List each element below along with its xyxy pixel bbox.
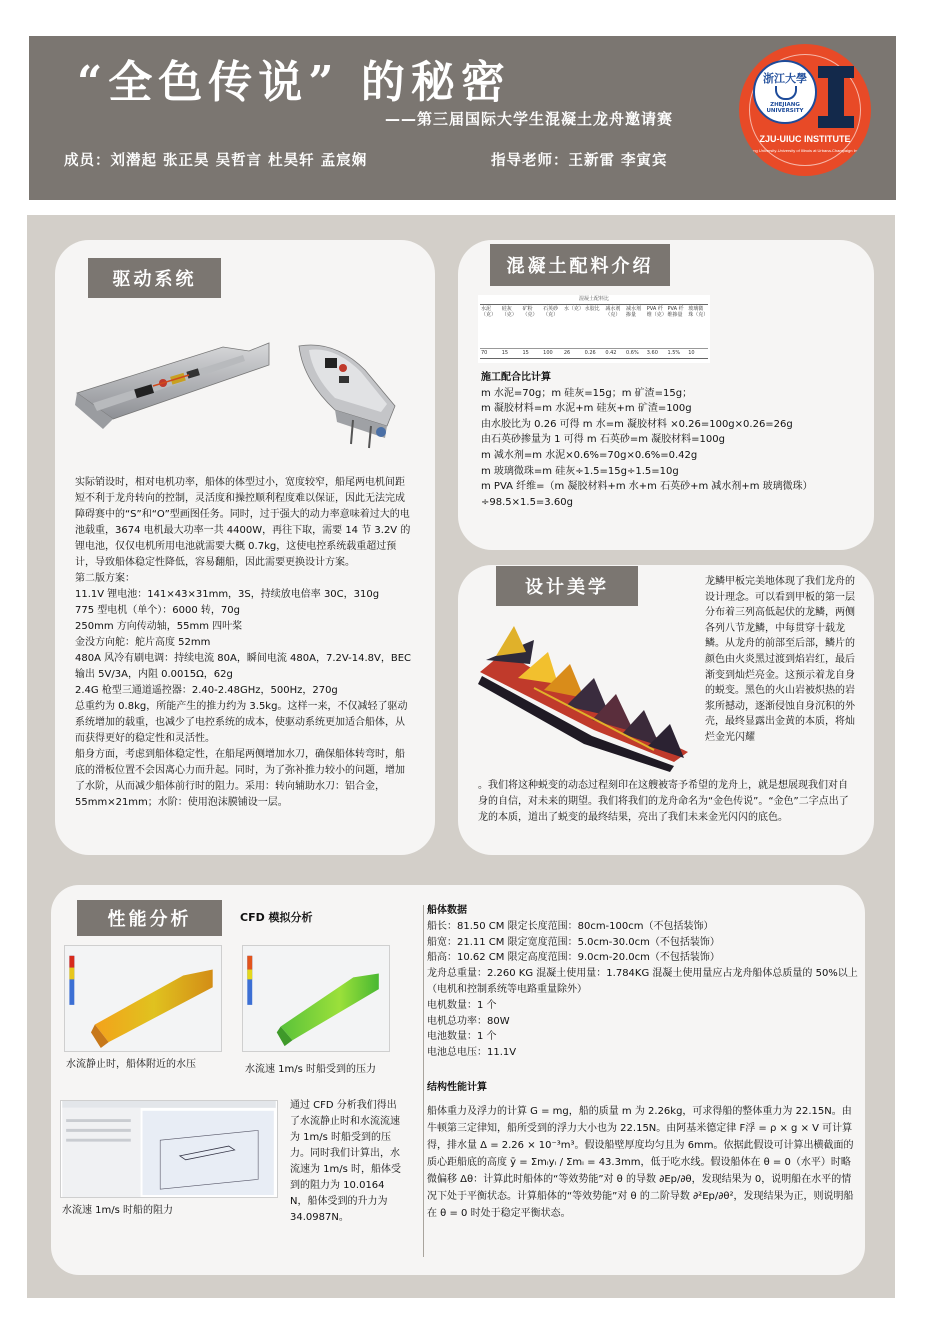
team-members: 成员：刘潜起 张正昊 吴哲言 杜昊轩 孟宸娴 [64, 153, 368, 169]
zju-uiuc-logo [739, 44, 871, 176]
poster-header [29, 36, 896, 200]
calc-line: 由水胶比为 0.26 可得 m 水=m 凝胶材料 ×0.26=100g×0.26=26g [481, 418, 793, 430]
concrete-calc [481, 370, 876, 510]
table-cell: 10 [687, 349, 708, 359]
table-header-cell: 水（克） [563, 305, 584, 349]
table-cell: 100 [542, 349, 563, 359]
drive-para-3: 船身方面，考虑到船体稳定性，在船尾两侧增加水刀，确保船体转弯时，船底的滑板位置不会因离心力而升起。同时，为了弥补推力较小的问题，增加了水阶，从而减少船体前行时的阻力。采用：转向辅助水刀：铝合金，55mm×21mm；水阶：使用泡沫膜铺设一层。 [75, 749, 405, 808]
hull-line: 船宽：21.11 CM 限定宽度范围：5.0cm-30.0cm（不包括装饰） [427, 936, 720, 948]
drive-spec: 480A 风冷有刷电调：持续电流 80A，瞬间电流 480A，7.2V-14.8V，BEC 输出 5V/3A，内阻 0.0015Ω，62g [75, 653, 411, 680]
table-header-cell: 减水剂掺量 [625, 305, 646, 349]
illinois-i-icon [818, 66, 854, 128]
institute-subname: Zhejiang University-University of Illinois at Urbana-Champaign Institute [742, 148, 868, 153]
cfd-pressure-static-image [64, 945, 222, 1052]
poster-subtitle: ——第三届国际大学生混凝土龙舟邀请赛 [385, 110, 674, 128]
dragon-boat-image [474, 612, 694, 772]
cfd-caption-1: 水流静止时，船体附近的水压 [66, 1059, 196, 1070]
mix-ratio-table [478, 295, 710, 363]
table-header-row [480, 305, 708, 349]
calc-line: m 凝胶材料=m 水泥+m 硅灰+m 矿渣=100g [481, 403, 692, 415]
drive-spec: 250mm 方向传动轴，55mm 四叶桨 [75, 621, 243, 632]
concrete-title: 混凝土配料介绍 [490, 244, 670, 286]
hull-data [427, 903, 859, 1061]
section-divider [423, 905, 424, 1257]
mix-table [480, 304, 708, 359]
calc-title: 施工配合比计算 [481, 372, 551, 383]
cfd-pressure-flow-image [242, 945, 390, 1052]
poster-title: “全色传说” 的秘密 [77, 57, 511, 108]
seal-text: 浙江大學 [763, 72, 807, 85]
table-cell: 70 [480, 349, 501, 359]
hull-line: 电机总功率：80W [427, 1015, 510, 1027]
table-header-cell: 减水剂（克） [604, 305, 625, 349]
hull-line: 电机数量：1 个 [427, 999, 497, 1011]
advisors: 指导老师：王新雷 李寅宾 [491, 153, 668, 169]
calc-line: m 水泥=70g；m 硅灰=15g；m 矿渣=15g； [481, 387, 693, 399]
table-row [480, 349, 708, 359]
cfd-label: CFD 模拟分析 [240, 911, 313, 924]
cfd-text: 通过 CFD 分析我们得出了水流静止时和水流流速为 1m/s 时船受到的压力。同时我们计算出，水流速为 1m/s 时，船体受到的阻力为 10.0164 N，船体受到的升力为 34.0987N。 [290, 1100, 402, 1223]
hull-data-title: 船体数据 [427, 905, 467, 916]
cfd-caption-3: 水流速 1m/s 时船的阻力 [62, 1205, 174, 1216]
table-header-cell: PVA 纤维（克） [646, 305, 667, 349]
table-cell: 26 [563, 349, 584, 359]
drive-v2-title: 第二版方案： [75, 573, 135, 584]
hull-line: 船高：10.62 CM 限定高度范围：9.0cm-20.0cm（不包括装饰） [427, 952, 720, 964]
table-header-cell: 水泥（克） [480, 305, 501, 349]
catamaran-image [73, 335, 273, 435]
struct-title: 结构性能计算 [427, 1082, 487, 1093]
calc-line: 由石英砂掺量为 1 可得 m 石英砂=m 凝胶材料=100g [481, 434, 725, 446]
drive-spec: 11.1V 锂电池：141×43×31mm，3S，持续放电倍率 30C，310g [75, 589, 380, 600]
table-caption: 混凝土配料比 [578, 296, 609, 302]
seal-mark-icon [775, 86, 797, 100]
performance-title: 性能分析 [77, 900, 222, 936]
drive-para-1: 实际销设时，相对电机功率，船体的体型过小，宽度较窄，船尾两电机间距短不利于龙舟转向的控制，灵活度和操控顺利程度难以保证，因此无法完成障碍赛中的“S”和“O”型画图任务。同时，过于强大的动力率意味着过大的电池载重，3674 电机最大功率一共 4400W，再往下取，需要 14 节 3.2V 的锂电池，仅仅电机所用电池就需要大概 0.7kg，这使电控系统载重超过预计，导致船体稳定性降低，容易翻船，因此需要更换设计方案。 [75, 477, 411, 568]
design-bottom-text: 。我们将这种蜕变的动态过程刻印在这艘被寄予希望的龙舟上，就是想展现我们对自身的自信，对未来的期望。我们将我们的龙舟命名为“金色传说”。“金色”二字点出了龙的本质，道出了蜕变的最终结果，亮出了我们未来金光闪闪的底色。 [478, 780, 849, 823]
struct-text: 船体重力及浮力的计算 G = mg，船的质量 m 为 2.26kg，可求得船的整体重力为 22.15N。由牛顿第三定律知，船所受到的浮力大小也为 22.15N。由阿基米德定律 F浮 = ρ × g × V 可计算得，排水量 Δ = 2.26 × 10⁻³m³。假设船壁厚度均匀且为 6mm。依据此假设可计算出横截面的质心距船底的高度 ȳ = Σmᵢyᵢ / Σmᵢ = 43.3mm，低于吃水线。假设船体在 θ = 0（水平）时略微偏移 Δθ：计算此时船体的“等效势能”对 θ 的导数 ∂Ep/∂θ，发现结果为 0，说明船在水平的情况下处于平衡状态。计算船体的“等效势能”对 θ 的二阶导数 ∂²Ep/∂θ²，发现结果为正，则说明船在 θ = 0 时处于稳定平衡状态。 [427, 1106, 854, 1219]
calc-line: m PVA 纤维=（m 凝胶材料+m 水+m 石英砂+m 减水剂+m 玻璃微珠）÷98.5×1.5=3.60g [481, 481, 813, 508]
calc-line: m 减水剂=m 水泥×0.6%=70g×0.6%=0.42g [481, 449, 698, 461]
drive-spec: 金没方向舵：舵片高度 52mm [75, 637, 211, 648]
cfd-drag-image [60, 1100, 278, 1198]
table-cell: 3.60 [646, 349, 667, 359]
table-header-cell: 水胶比 [584, 305, 605, 349]
drive-system-title: 驱动系统 [88, 258, 221, 298]
drive-spec: 2.4G 枪型三通道遥控器：2.40-2.48GHz，500Hz，270g [75, 685, 338, 696]
table-header-cell: 玻璃微珠（克） [687, 305, 708, 349]
table-header-cell: PVA 纤维掺量 [666, 305, 687, 349]
hull-line: 龙舟总重量：2.260 KG 混凝土使用量：1.784KG 混凝土使用量应占龙舟船体总质量的 50%以上（电机和控制系统等电路重量除外） [427, 968, 858, 995]
hull-line: 电池数量：1 个 [427, 1031, 497, 1043]
hull-line: 船长：81.50 CM 限定长度范围：80cm-100cm（不包括装饰） [427, 920, 714, 932]
zju-seal-icon [753, 60, 817, 124]
calc-line: m 玻璃微珠=m 硅灰÷1.5=15g÷1.5=10g [481, 465, 679, 477]
drive-spec: 775 型电机（单个）：6000 转，70g [75, 605, 240, 616]
table-header-cell: 矿粉（克） [521, 305, 542, 349]
table-cell: 0.42 [604, 349, 625, 359]
table-header-cell: 石英砂（克） [542, 305, 563, 349]
hull-line: 电池总电压：11.1V [427, 1047, 517, 1059]
drive-para-2: 总重约为 0.8kg，所能产生的推力约为 3.5kg。这样一来，不仅减轻了驱动系统增加的载重，也减少了电控系统的成本，使驱动系统更加适合船体，从而获得更好的稳定性和灵活性。 [75, 701, 408, 744]
table-cell: 15 [501, 349, 522, 359]
table-cell: 0.6% [625, 349, 646, 359]
design-title: 设计美学 [496, 566, 638, 606]
design-side-text: 龙鳞甲板完美地体现了我们龙舟的设计理念。可以看到甲板的第一层分布着三列高低起伏的龙鳞，两侧各列八节龙鳞，中每贯穿十载龙鳞。从龙舟的前部至后部，鳞片的颜色由火炎黑过渡到焰岩红，最后渐变到灿烂亮金。这预示着龙自身的蜕变。黑色的火山岩被炽热的岩浆所撼动，逐渐侵蚀自身沉积的外壳，最终显露出金黄的本质，将灿烂金光闪耀 [705, 576, 855, 743]
cfd-caption-2: 水流速 1m/s 时船受到的压力 [245, 1064, 377, 1075]
seal-text-en: ZHEJIANG UNIVERSITY [766, 102, 804, 114]
table-cell: 1.5% [666, 349, 687, 359]
boat-rear-image [295, 340, 401, 450]
table-cell: 0.26 [584, 349, 605, 359]
table-header-cell: 硅灰（克） [501, 305, 522, 349]
drive-text [75, 475, 413, 811]
table-cell: 15 [521, 349, 542, 359]
institute-name: ZJU-UIUC INSTITUTE [759, 134, 851, 144]
